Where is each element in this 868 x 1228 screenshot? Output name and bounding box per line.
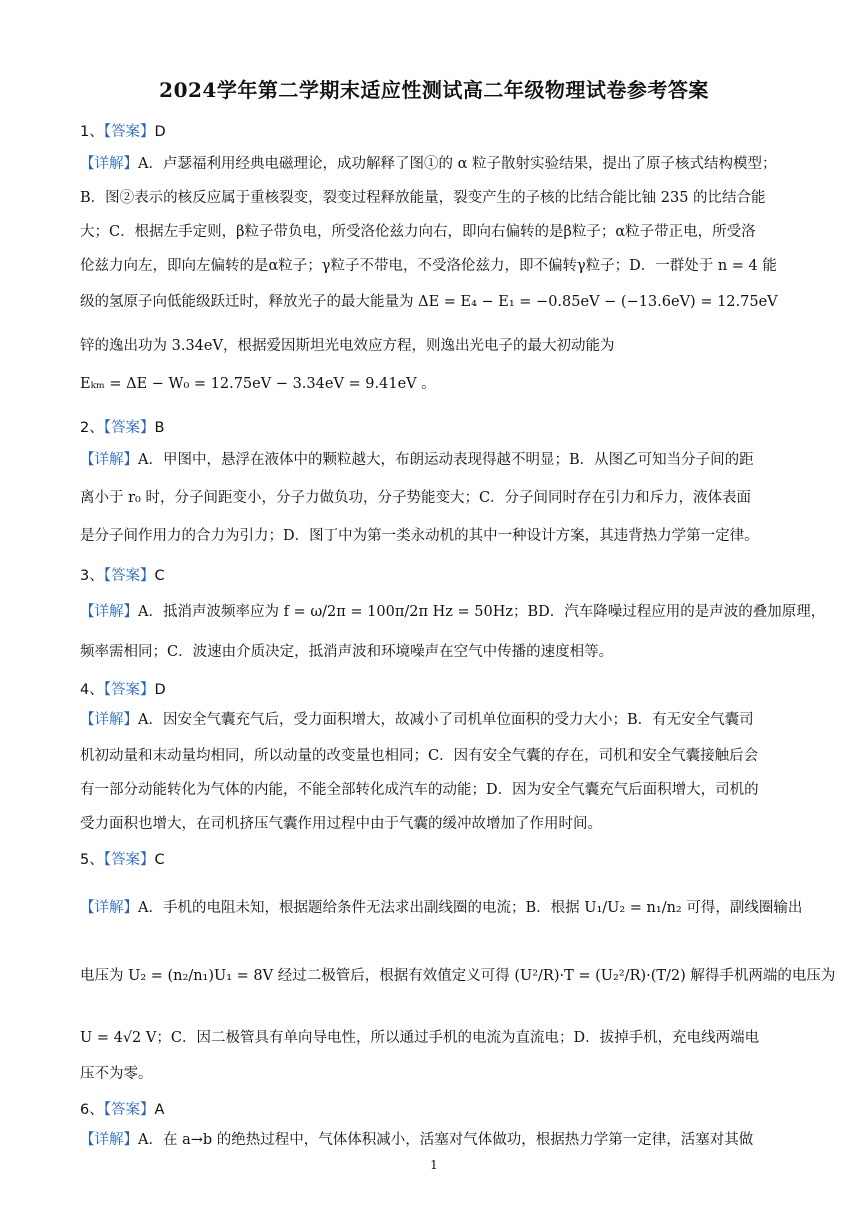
answer-line-5 <box>80 848 165 869</box>
detail-tag: 【详解】 <box>80 156 138 172</box>
answer-tag: 【答案】 <box>103 420 155 436</box>
answer-line-2 <box>80 416 164 437</box>
detail-line: 压不为零。 <box>80 1066 153 1082</box>
answer-value: A <box>154 1102 165 1118</box>
answer-tag: 【答案】 <box>103 1102 155 1118</box>
detail-line: 大；C．根据左手定则，β粒子带负电，所受洛伦兹力向右，即向右偏转的是β粒子；α粒子带正电，所受洛 <box>80 224 756 240</box>
question-number: 1、 <box>80 124 104 140</box>
detail-tag: 【详解】 <box>80 900 138 916</box>
answer-tag: 【答案】 <box>103 568 155 584</box>
detail-tag: 【详解】 <box>80 1132 138 1148</box>
detail-line: 级的氢原子向低能级跃迁时，释放光子的最大能量为 ΔE = E₄ − E₁ = −0.85eV − (−13.6eV) = 12.75eV <box>80 294 778 310</box>
detail-line: 机初动量和末动量均相同，所以动量的改变量也相同；C．因有安全气囊的存在，司机和安全气囊接触后会 <box>80 748 759 764</box>
answer-tag: 【答案】 <box>103 682 155 698</box>
detail-tag: 【详解】 <box>80 712 138 728</box>
question-number: 3、 <box>80 568 104 584</box>
answer-line-6 <box>80 1098 164 1119</box>
answer-value: D <box>154 682 166 698</box>
detail-line: 【详解】A．手机的电阻未知，根据题给条件无法求出副线圈的电流；B．根据 U₁/U₂ = n₁/n₂ 可得，副线圈输出 <box>80 900 803 916</box>
detail-line: B．图②表示的核反应属于重核裂变，裂变过程释放能量，裂变产生的子核的比结合能比铀 235 的比结合能 <box>80 190 766 206</box>
answer-value: C <box>154 568 165 584</box>
detail-tag: 【详解】 <box>80 604 138 620</box>
detail-line: 是分子间作用力的合力为引力；D．图丁中为第一类永动机的其中一种设计方案，其违背热力学第一定律。 <box>80 528 759 544</box>
detail-line: 【详解】A．因安全气囊充气后，受力面积增大，故减小了司机单位面积的受力大小；B．有无安全气囊司 <box>80 712 754 728</box>
answer-value: B <box>154 420 165 436</box>
answer-tag: 【答案】 <box>103 124 155 140</box>
answer-tag: 【答案】 <box>103 852 155 868</box>
detail-line: 受力面积也增大，在司机挤压气囊作用过程中由于气囊的缓冲故增加了作用时间。 <box>80 816 602 832</box>
question-number: 6、 <box>80 1102 104 1118</box>
question-number: 2、 <box>80 420 104 436</box>
answer-line-4 <box>80 678 166 699</box>
detail-line: 离小于 r₀ 时，分子间距变小，分子力做负功，分子势能变大；C．分子间同时存在引力和斥力，液体表面 <box>80 490 752 506</box>
question-number: 4、 <box>80 682 104 698</box>
page-title: 2024学年第二学期末适应性测试高二年级物理试卷参考答案 <box>159 78 709 102</box>
detail-line: 【详解】A．在 a→b 的绝热过程中，气体体积减小，活塞对气体做功，根据热力学第一定律，活塞对其做 <box>80 1132 754 1148</box>
detail-line: U = 4√2 V；C．因二极管具有单向导电性，所以通过手机的电流为直流电；D．拔掉手机，充电线两端电 <box>80 1030 760 1046</box>
detail-line: 锌的逸出功为 3.34eV，根据爱因斯坦光电效应方程，则逸出光电子的最大初动能为 <box>80 338 615 354</box>
detail-line: Eₖₘ = ΔE − W₀ = 12.75eV − 3.34eV = 9.41eV 。 <box>80 376 436 392</box>
detail-line: 频率需相同；C．波速由介质决定，抵消声波和环境噪声在空气中传播的速度相等。 <box>80 644 614 660</box>
detail-line: 有一部分动能转化为气体的内能，不能全部转化成汽车的动能；D．因为安全气囊充气后面积增大，司机的 <box>80 782 759 798</box>
detail-line: 【详解】A．甲图中，悬浮在液体中的颗粒越大，布朗运动表现得越不明显；B．从图乙可知当分子间的距 <box>80 452 754 468</box>
detail-line: 【详解】A．卢瑟福利用经典电磁理论，成功解释了图①的 α 粒子散射实验结果，提出了原子核式结构模型； <box>80 156 777 172</box>
answer-value: C <box>154 852 165 868</box>
answer-line-1 <box>80 120 166 141</box>
answer-line-3 <box>80 564 165 585</box>
detail-line: 伦兹力向左，即向左偏转的是α粒子；γ粒子不带电，不受洛伦兹力，即不偏转γ粒子；D．一群处于 n = 4 能 <box>80 258 777 274</box>
detail-tag: 【详解】 <box>80 452 138 468</box>
question-number: 5、 <box>80 852 104 868</box>
detail-line: 电压为 U₂ = (n₂/n₁)U₁ = 8V 经过二极管后，根据有效值定义可得 (U²/R)·T = (U₂²/R)·(T/2) 解得手机两端的电压为 <box>80 968 836 984</box>
answer-value: D <box>154 124 166 140</box>
page-number: 1 <box>430 1158 438 1172</box>
detail-line: 【详解】A．抵消声波频率应为 f = ω/2π = 100π/2π Hz = 50Hz；BD．汽车降噪过程应用的是声波的叠加原理， <box>80 604 826 620</box>
